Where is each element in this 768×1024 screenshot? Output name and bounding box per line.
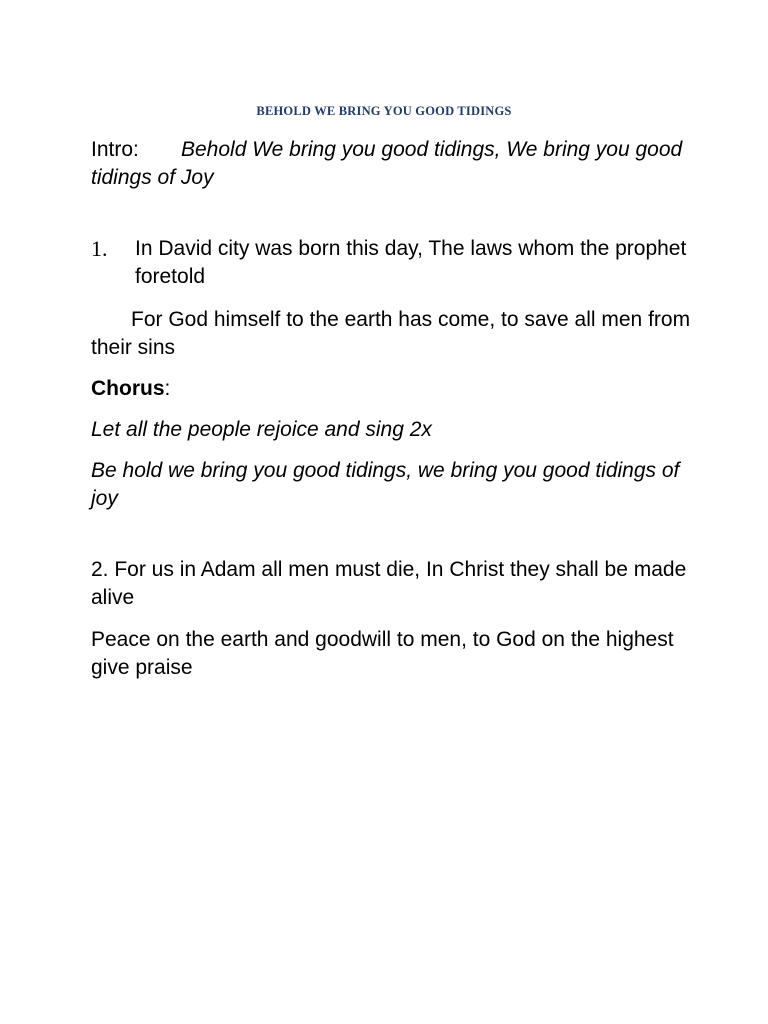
verse-1-line-2: For God himself to the earth has come, to save all men from their sins [91, 308, 691, 359]
verse-1-line-1-text: In David city was born this day, The laws whom the prophet foretold [135, 237, 687, 288]
chorus-colon: : [164, 377, 171, 400]
verse-1-number: 1. [91, 236, 108, 261]
chorus-heading [91, 375, 691, 403]
song-title: BEHOLD WE BRING YOU GOOD TIDINGS [256, 104, 512, 118]
intro-paragraph [91, 136, 691, 192]
intro-text: Behold We bring you good tidings, We bring you good tidings of Joy [91, 138, 683, 189]
intro-label: Intro: [91, 138, 139, 161]
verse-2-line-1: 2. For us in Adam all men must die, In Christ they shall be made alive [91, 558, 687, 609]
chorus-label: Chorus [91, 377, 165, 400]
chorus-line-1: Let all the people rejoice and sing 2x [91, 418, 432, 441]
verse-1-line-1 [91, 235, 691, 291]
chorus-line-2: Be hold we bring you good tidings, we bring you good tidings of joy [91, 459, 680, 510]
verse-2-line-2: Peace on the earth and goodwill to men, to God on the highest give praise [91, 628, 674, 679]
